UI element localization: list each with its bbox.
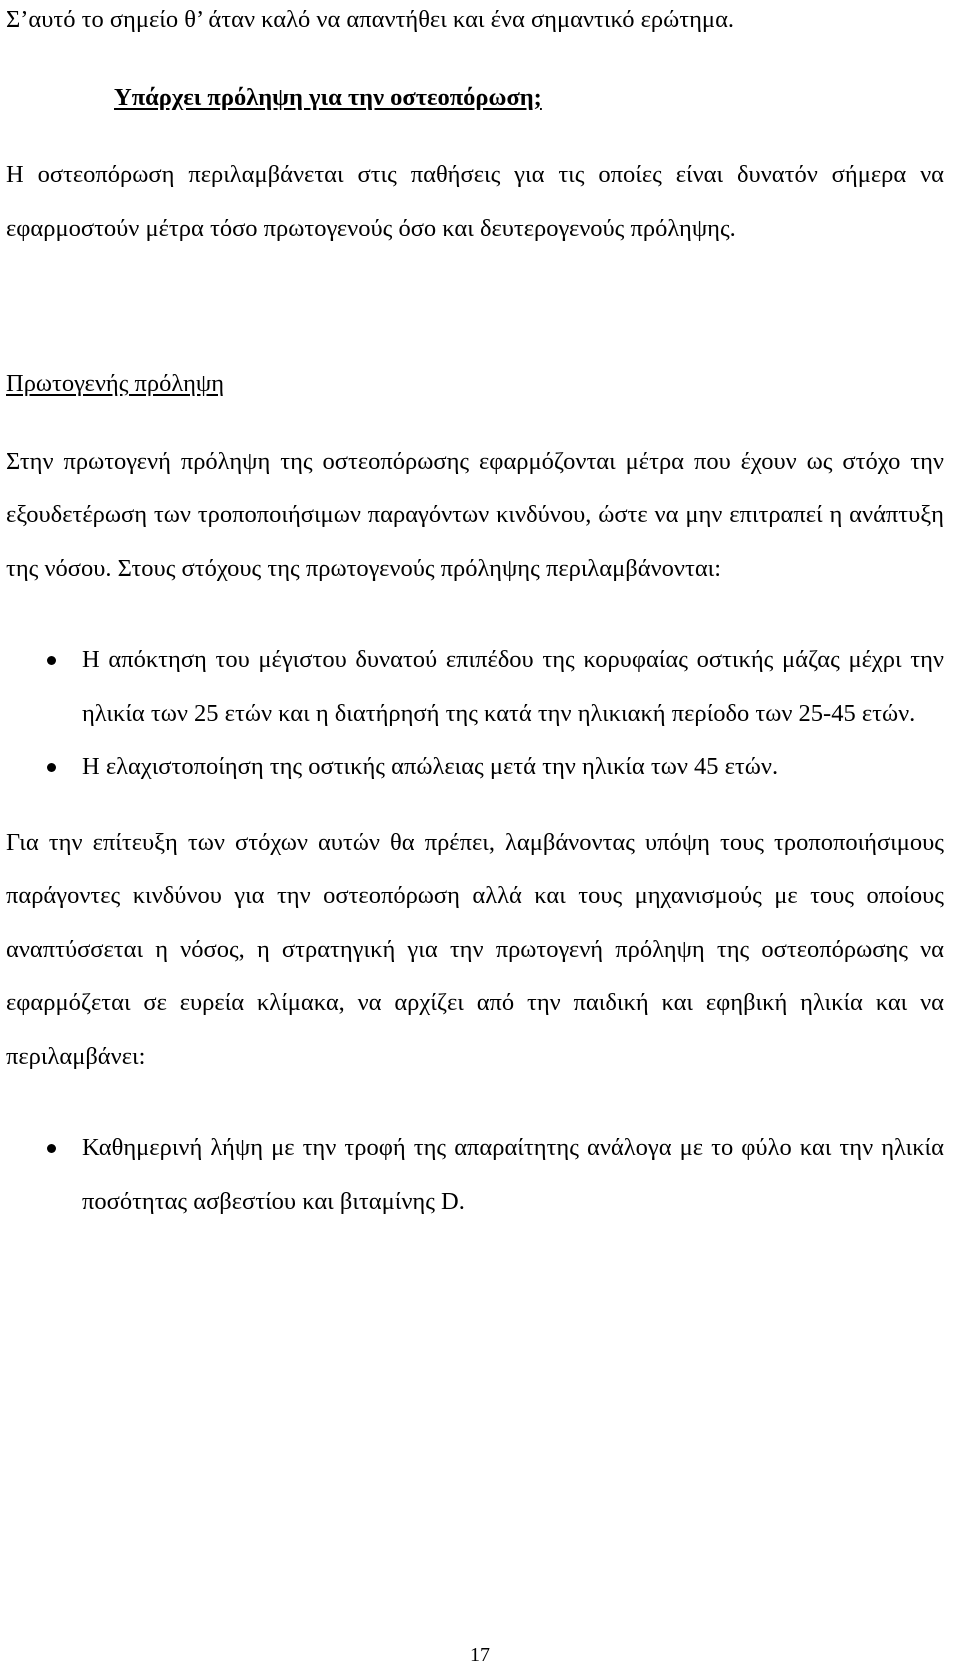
answer-paragraph: Η οστεοπόρωση περιλαμβάνεται στις παθήσεις για τις οποίες είναι δυνατόν σήμερα να εφαρμοστούν μέτρα τόσο πρωτογενούς όσο και δευτερογενούς πρόληψης.	[6, 161, 944, 242]
list-item-text: Η απόκτηση του μέγιστου δυνατού επιπέδου της κορυφαίας οστικής μάζας μέχρι την ηλικία των 25 ετών και η διατήρησή της κατά την ηλικιακή περίοδο των 25-45 ετών.	[82, 646, 944, 727]
list-item	[6, 740, 944, 794]
goals-list	[6, 633, 944, 794]
list-item-text: Καθημερινή λήψη με την τροφή της απαραίτητης ανάλογα με το φύλο και την ηλικία ποσότητας ασβεστίου και βιταμίνης D.	[82, 1134, 944, 1215]
page-number: 17	[470, 1644, 490, 1666]
bullet-icon	[47, 656, 56, 665]
list-item-text: Η ελαχιστοποίηση της οστικής απώλειας μετά την ηλικία των 45 ετών.	[82, 753, 779, 780]
bullet-icon	[47, 763, 56, 772]
bullet-icon	[47, 1144, 56, 1153]
primary-prevention-paragraph: Στην πρωτογενή πρόληψη της οστεοπόρωσης εφαρμόζονται μέτρα που έχουν ως στόχο την εξουδετέρωση των τροποποιήσιμων παραγόντων κινδύνου, ώστε να μην επιτραπεί η ανάπτυξη της νόσου. Στους στόχους της πρωτογενούς πρόληψης περιλαμβάνονται:	[6, 447, 944, 582]
measures-list	[6, 1121, 944, 1228]
question-heading: Υπάρχει πρόληψη για την οστεοπόρωση;	[114, 83, 542, 111]
list-item	[6, 1121, 944, 1228]
document-page	[6, 0, 944, 1228]
list-item	[6, 633, 944, 740]
intro-paragraph: Σ’αυτό το σημείο θ’ άταν καλό να απαντήθει και ένα σημαντικό ερώτημα.	[6, 6, 735, 33]
strategy-paragraph: Για την επίτευξη των στόχων αυτών θα πρέπει, λαμβάνοντας υπόψη τους τροποποιήσιμους παράγοντες κινδύνου για την οστεοπόρωση αλλά και τους μηχανισμούς με τους οποίους αναπτύσσεται η νόσος, η στρατηγική για την πρωτογενή πρόληψη της οστεοπόρωσης να εφαρμόζεται σε ευρεία κλίμακα, να αρχίζει από την παιδική και εφηβική ηλικία και να περιλαμβάνει:	[6, 828, 944, 1070]
primary-prevention-heading: Πρωτογενής πρόληψη	[6, 370, 225, 397]
